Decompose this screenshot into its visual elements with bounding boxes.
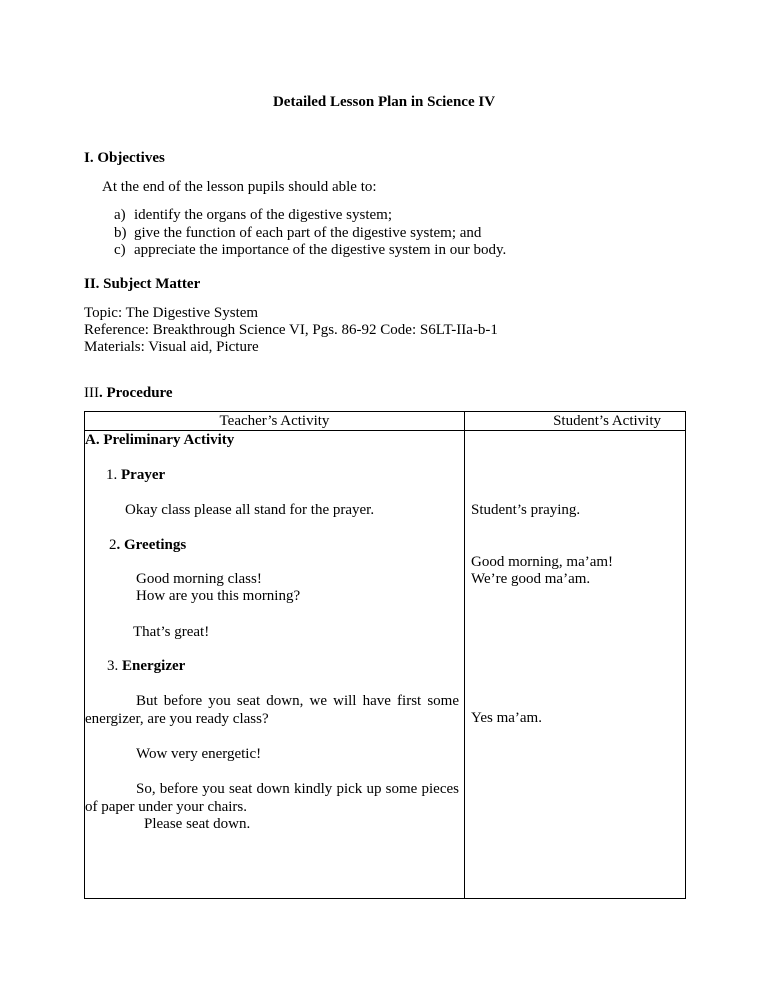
objective-text: appreciate the importance of the digestive system in our body. [134, 242, 507, 258]
document-title: Detailed Lesson Plan in Science IV [272, 94, 496, 110]
greetings-number: 2 [109, 537, 117, 553]
objective-text: give the function of each part of the digestive system; and [134, 225, 482, 241]
prayer-student-line: Student’s praying. [471, 502, 581, 518]
prayer-heading [106, 466, 165, 484]
objective-marker: b) [114, 225, 127, 241]
greetings-student-line-2: We’re good ma’am. [471, 571, 591, 587]
objectives-intro: At the end of the lesson pupils should able to: [102, 179, 377, 195]
prayer-number: 1. [106, 467, 121, 483]
table-header-row [85, 412, 686, 431]
subject-matter-heading: II. Subject Matter [84, 276, 201, 292]
energizer-heading [107, 657, 185, 675]
energizer-teacher-line-4: Please seat down. [144, 816, 251, 832]
subject-topic: Topic: The Digestive System [84, 305, 259, 321]
teacher-activity-header: Teacher’s Activity [219, 413, 330, 429]
greetings-student-line-1: Good morning, ma’am! [471, 554, 614, 570]
subject-reference: Reference: Breakthrough Science VI, Pgs. 86-92 Code: S6LT-IIa-b-1 [84, 322, 498, 338]
student-header-cell [465, 412, 686, 431]
objective-marker: a) [114, 207, 126, 223]
greetings-label: . Greetings [116, 537, 187, 553]
greetings-heading [109, 536, 186, 554]
teacher-header-cell [85, 412, 465, 431]
objective-marker: c) [114, 242, 126, 258]
energizer-teacher-line-3: So, before you seat down kindly pick up some pieces of paper under your chairs. [85, 781, 459, 815]
energizer-teacher-line-1: But before you seat down, we will have first some energizer, are you ready class? [85, 693, 459, 727]
procedure-table [84, 411, 686, 899]
table-body-row [85, 431, 686, 899]
objectives-heading: I. Objectives [84, 150, 165, 166]
procedure-heading-roman: III [84, 385, 99, 401]
energizer-student-line: Yes ma’am. [471, 710, 542, 726]
subject-materials: Materials: Visual aid, Picture [84, 339, 259, 355]
objective-text: identify the organs of the digestive system; [134, 207, 393, 223]
procedure-heading [84, 384, 173, 402]
procedure-heading-text: . Procedure [99, 385, 173, 401]
student-activity-cell [465, 431, 686, 899]
section-preliminary-activity: A. Preliminary Activity [85, 432, 235, 448]
teacher-activity-cell [85, 431, 465, 899]
prayer-label: Prayer [121, 467, 166, 483]
greetings-teacher-line-1: Good morning class! [136, 571, 262, 587]
prayer-teacher-line: Okay class please all stand for the prayer. [125, 502, 375, 518]
student-activity-header: Student’s Activity [553, 413, 661, 429]
energizer-teacher-line-2: Wow very energetic! [136, 746, 262, 762]
energizer-label: Energizer [122, 658, 186, 674]
energizer-number: 3. [107, 658, 122, 674]
greetings-teacher-line-2: How are you this morning? [136, 588, 301, 604]
greetings-teacher-line-3: That’s great! [133, 624, 210, 640]
